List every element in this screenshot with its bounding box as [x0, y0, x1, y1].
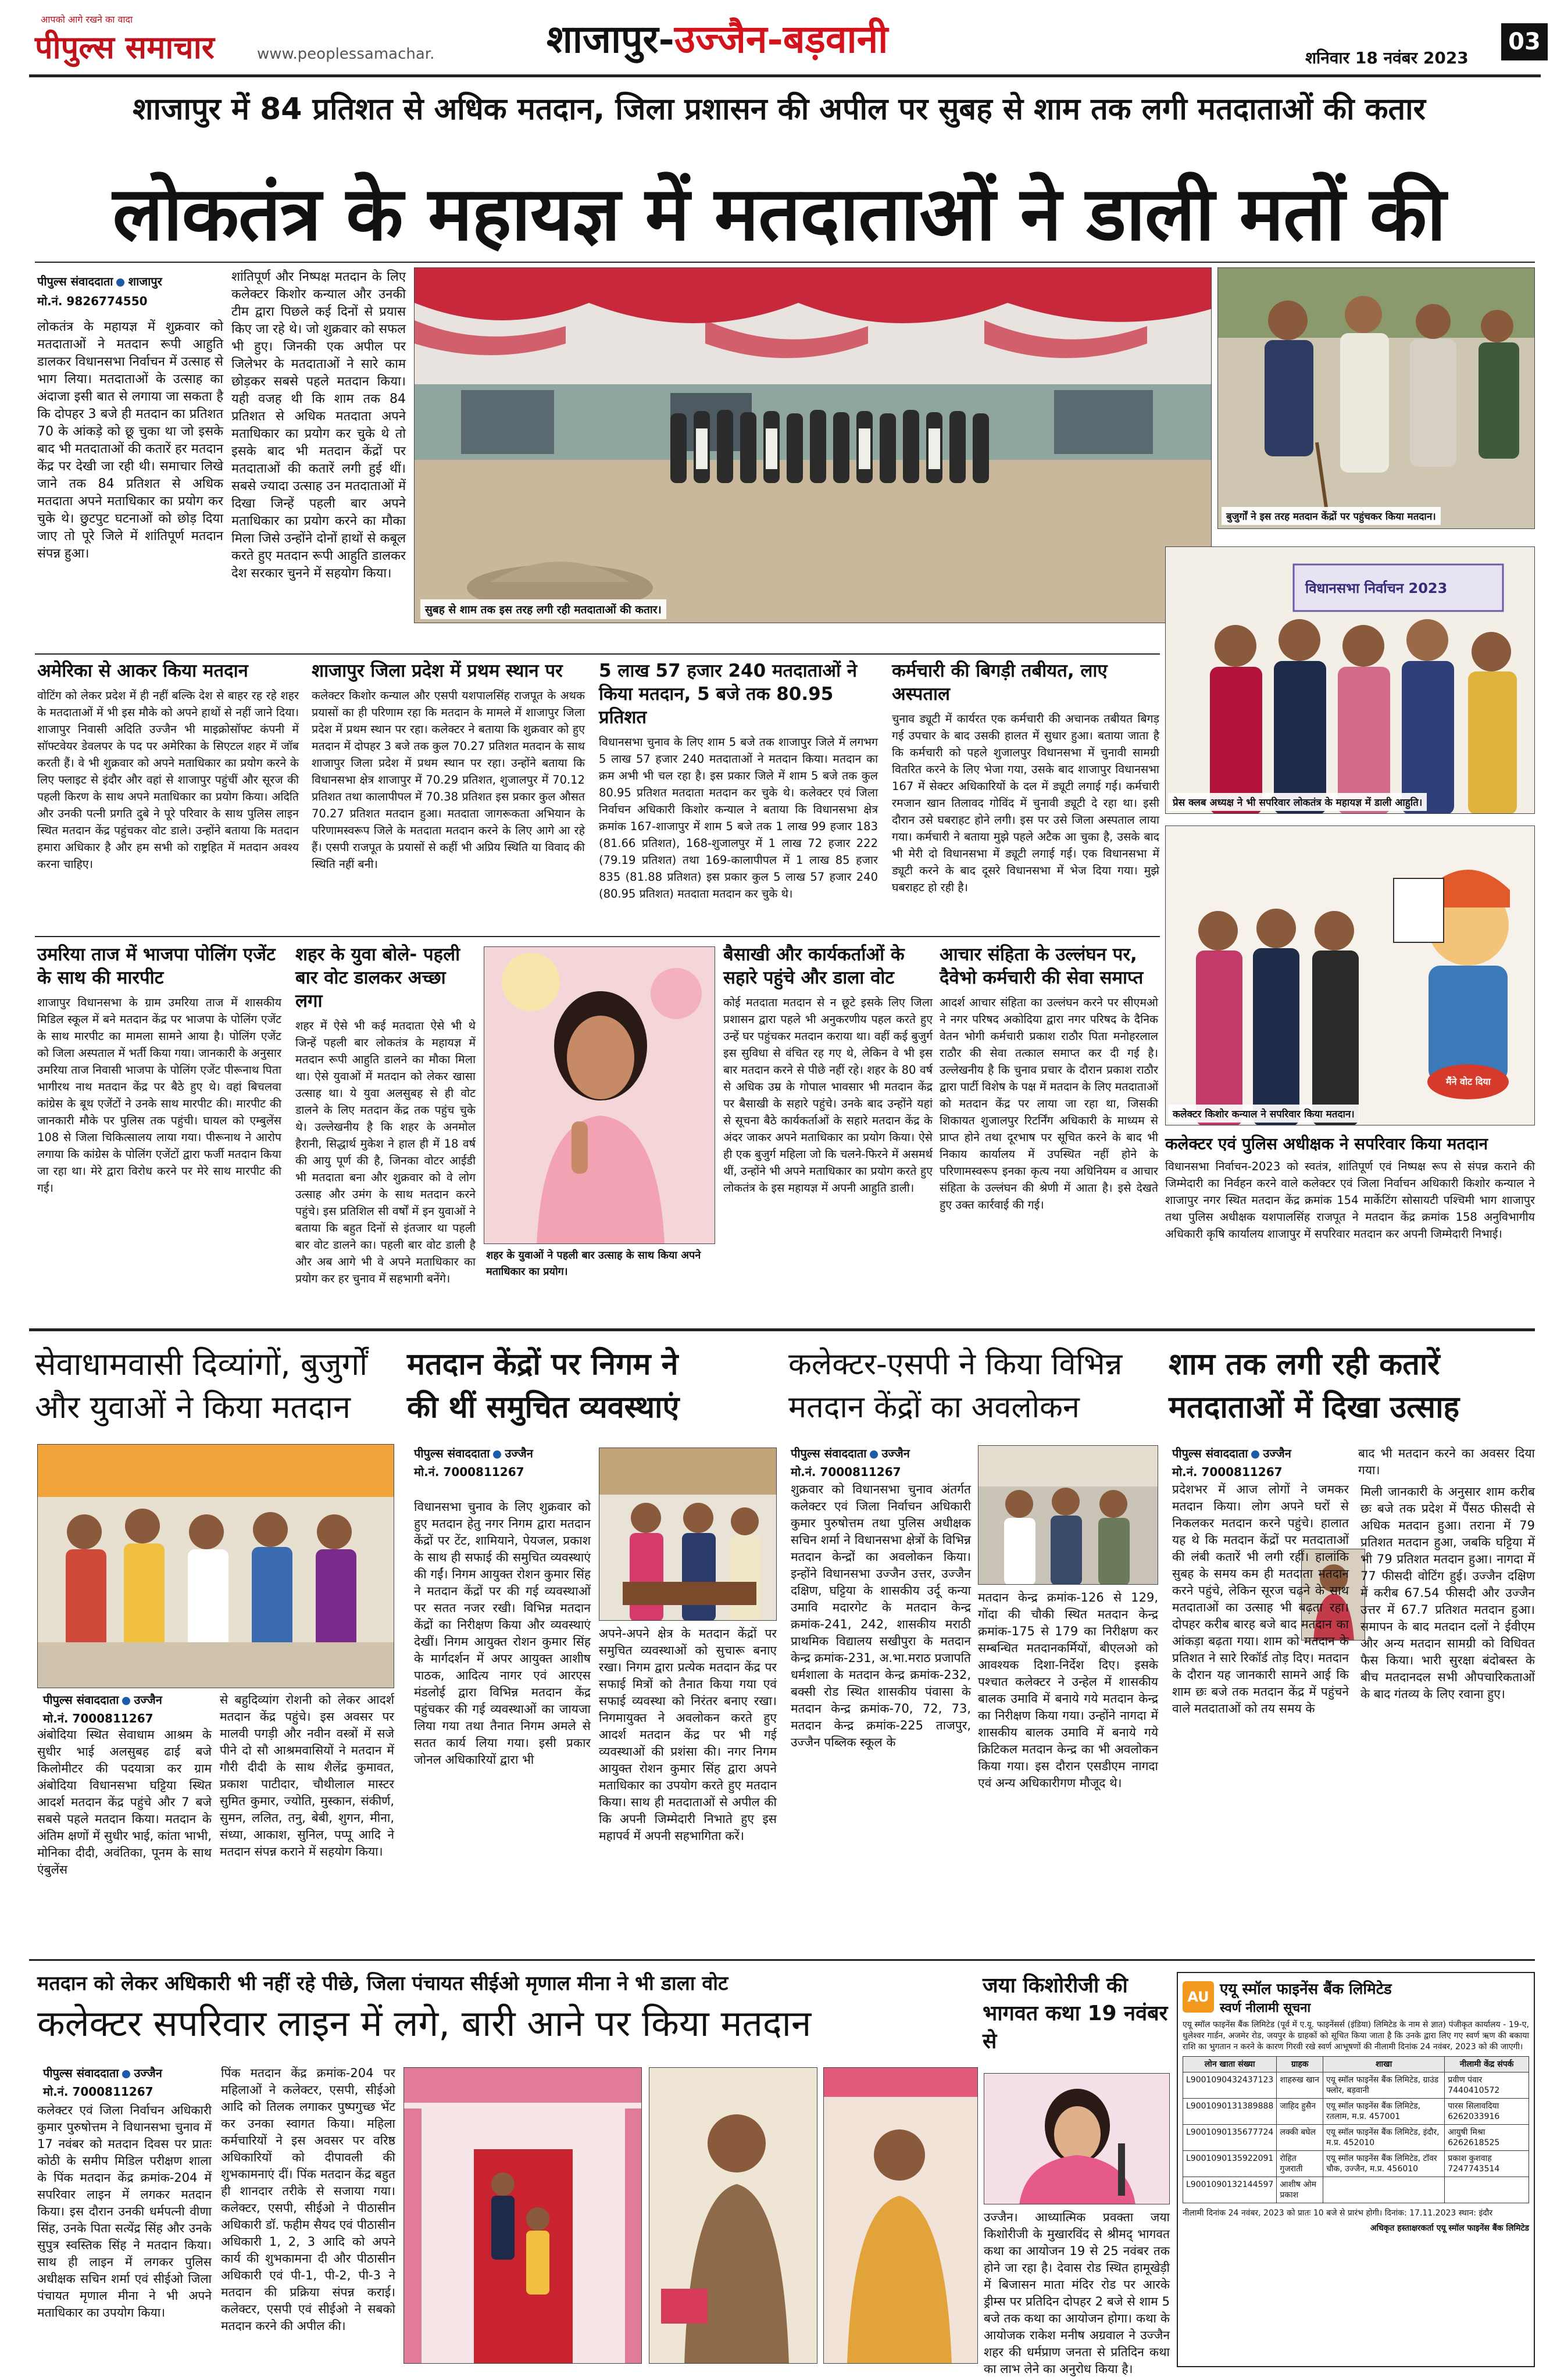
nigam-text-2: अपने-अपने क्षेत्र के मतदान केंद्रों पर समुचित व्यवस्थाओं को सुचारू बनाए रखा। निगम द्वारा प्रत्येक मतदान केंद्र पर सफाई मित्रों को तैनात किया गया एवं सफाई व्यवस्था को निरंतर बनाए रखा। निगमायुक्त ने अवलोकन करते हुए आदर्श मतदान केंद्र पर भी गई व्यवस्थाओं की प्रशंसा की। नगर निगम आयुक्त रोशन कुमार सिंह द्वारा अपने मताधिकार का उपयोग करते हुए मतदान किया। साथ ही मतदाताओं से अपील की कि अपनी जिम्मेदारी निभाते हुए इस महापर्व में अपनी सहभागिता करें।	[599, 1627, 777, 1843]
lead-column-2: शांतिपूर्ण और निष्पक्ष मतदान के लिए कलेक्टर किशोर कन्याल और उनकी टीम द्वारा पिछले कई दिनों से प्रयास किए जा रहे थे। जो शुक्रवार को सफल भी हुए। जिनकी एक अपील पर जिलेभर के मतदाताओं ने सारे काम छोड़कर सबसे पहले मतदान किया। यही वजह थी कि शाम तक 84 प्रतिशत से अधिक मतदाता अपने मताधिकार का प्रयोग कर चुके थे तो इसके बाद भी मतदान केंद्रों पर मतदाताओं की कतारें लगी हुई थीं। सबसे ज्यादा उत्साह उन मतदाताओं में दिखा जिन्हें पहली बार अपने मताधिकार का प्रयोग करने का मौका मिला जिसे उन्होंने दोनों हाथों से कबूल करते हुए मतदान रूपी आहुति डालकर देश सरकार चुनने में सहयोग किया।	[231, 270, 406, 581]
story-crutch-voter-head: बैसाखी और कार्यकर्ताओं के सहारे पहुंचे और डाला वोट	[723, 944, 905, 988]
story-collector-sp-inspection	[788, 1343, 1160, 1429]
bottom-byline-place: उज्जैन	[134, 2066, 162, 2080]
notice-signature: अधिकृत हस्ताक्षरकर्ता एयू स्मॉल फाइनेंस बैंक लिमिटेड	[1370, 2224, 1529, 2233]
bottom-byline-name: पीपुल्स संवाददाता	[43, 2066, 119, 2080]
newspaper-logo: पीपुल्स समाचार	[35, 28, 215, 66]
row1-divider	[35, 653, 1160, 655]
jaya-kishori-illustration	[984, 2074, 1170, 2204]
story-shajapur-first	[312, 659, 585, 873]
customer-name: रोहित गुजराती	[1277, 2151, 1323, 2177]
lead-column-1: लोकतंत्र के महायज्ञ में शुक्रवार को मतदाताओं ने मतदान रूपी आहुति डालकर विधानसभा निर्वाचन में उत्साह से भाग लिया। मतदाताओं के उत्साह का अंदाजा इसी बात से लगाया जा सकता है कि दोपहर 3 बजे ही मतदान का प्रतिशत 70 के आंकड़े को छू चुका था जो इसके बाद भी मतदाताओं की कतारें हर मतदान केंद्र पर देखी जा रही थी। समाचार लिखे जाने तक 84 प्रतिशत से अधिक मतदाता अपने मताधिकार का प्रयोग कर चुके थे। छुटपुट घटनाओं को छोड़ दिया जाए तो पूरे जिले में शांतिपूर्ण मतदान संपन्न हुआ।	[37, 320, 223, 561]
photo-elderly-voters-caption: बुजुर्गों ने इस तरह मतदान केंद्रों पर पहुंचकर किया मतदान।	[1222, 507, 1441, 525]
notice-col-contact: नीलामी केंद्र संपर्क	[1445, 2057, 1529, 2072]
photo-officials-vote	[823, 2067, 978, 2364]
nigam-illustration	[599, 1448, 777, 1621]
bank-name: एयू स्मॉल फाइनेंस बैंक लिमिटेड	[1220, 1981, 1392, 1998]
notice-table-header	[1183, 2057, 1529, 2072]
bottom-headline: कलेक्टर सपरिवार लाइन में लगे, बारी आने पर किया मतदान	[37, 2002, 812, 2045]
byline-dot-icon	[116, 278, 124, 287]
contact-person: आयुषी मिश्रा 6262618525	[1445, 2125, 1529, 2151]
branch-address: एयू स्मॉल फाइनेंस बैंक लिमिटेड, रतलाम, म.प्र. 457001	[1323, 2099, 1445, 2125]
notice-subtitle: स्वर्ण नीलामी सूचना	[1220, 2001, 1311, 2016]
notice-intro: एयू स्मॉल फाइनेंस बैंक लिमिटेड (पूर्व में ए.यू. फाइनेंसर्स (इंडिया) लिमिटेड के नाम से ज्ञात) पंजीकृत कार्यालय - 19-ए, धुलेश्वर गार्डन, अजमेर रोड, जयपुर के ग्राहकों को सूचित किया जाता है कि उनके द्वारा लिए गए स्वर्ण ऋण की बकाया राशि का भुगतान न करने के कारण गिरवी रखे स्वर्ण आभूषणों की नीलामी दिनांक 24 नवंबर, 2023 को की जाएगी।	[1183, 2020, 1529, 2052]
bottom-text-1: कलेक्टर एवं जिला निर्वाचन अधिकारी कुमार पुरुषोत्तम ने विधानसभा चुनाव में 17 नवंबर को मतदान दिवस पर प्रातः कोठी के समीप मिडिल परीक्षण शाला के पिंक मतदान केंद्र क्रमांक-204 में सपरिवार लाइन में लगकर मतदान किया। इस दौरान उनकी धर्मपत्नी वीणा सिंह, उनके पिता सत्येंद्र सिंह और उनके सुपुत्र स्वस्तिक सिंह ने मतदान किया। साथ ही लाइन में लगकर पुलिस अधीक्षक सचिन शर्मा एवं सीईओ जिला पंचायत मृणाल मीना ने भी अपने मताधिकार का उपयोग किया।	[37, 2103, 212, 2320]
photo-inspection	[978, 1445, 1158, 1585]
nigam-text-1: विधानसभा चुनाव के लिए शुक्रवार को हुए मतदान हेतु नगर निगम द्वारा मतदान केंद्रों पर टेंट, शामियाने, पेयजल, प्रकाश के साथ ही सफाई की समुचित व्यवस्थाएं की गईं। निगम आयुक्त रोशन कुमार सिंह ने मतदान केंद्रों पर की गई व्यवस्थाओं पर सतत नजर रखी। विभिन्न मतदान केंद्रों का निरीक्षण किया और व्यवस्थाएं देखीं। निगम आयुक्त रोशन कुमार सिंह के मार्गदर्शन में अपर आयुक्त आशीष पाठक, आदित्य नागर एवं आरएस मंडलोई द्वारा विभिन्न मतदान केंद्र पहुंचकर की गई व्यवस्थाओं का जायजा लिया गया तथा तैनात निगम अमले से सतत कार्य लिया गया। इसी प्रकार जोनल अधिकारियों द्वारा भी	[414, 1500, 591, 1767]
lead-byline	[37, 273, 162, 289]
queues-byline-name: पीपुल्स संवाददाता	[1172, 1446, 1248, 1460]
sevadham-byline	[43, 1692, 162, 1707]
sevadham-text-1: अंबोदिया स्थित सेवाधाम आश्रम के सुधीर भाई अलसुबह ढाई बजे किलोमीटर की पदयात्रा कर ग्राम अंबोदिया विधानसभा घट्टिया स्थित आदर्श मतदान केंद्र पहुंचे और 7 बजे सबसे पहले मतदान किया। मतदान के अंतिम क्षणों में सुधीर भाई, कांता भाभी, मोनिका दीदी, अवंतिका, पूनम के साथ एंबुलेंस	[37, 1728, 212, 1877]
table-row	[1183, 2177, 1529, 2203]
story-first-time-youth	[295, 943, 476, 1287]
story-nigam-arrangements	[407, 1343, 779, 1429]
story-crutch-voter	[723, 943, 933, 1196]
contact-person: प्रवीण पंवार 7440410572	[1445, 2072, 1529, 2099]
story-sevadham	[35, 1343, 395, 1429]
bank-logo-icon: AU	[1183, 1981, 1214, 2013]
story-code-violation	[940, 943, 1158, 1213]
queues-byline	[1172, 1445, 1291, 1461]
photo-press-club-family	[1165, 546, 1535, 814]
loan-number: L9001090135677724	[1183, 2125, 1277, 2151]
notice-col-customer: ग्राहक	[1277, 2057, 1323, 2072]
notice-footer: नीलामी दिनांक 24 नवंबर, 2023 को प्रातः 10 बजे से प्रारंभ होगी। दिनांक: 17.11.2023 स्थान: इंदौर	[1183, 2209, 1493, 2218]
notice-table	[1183, 2056, 1529, 2203]
story-nigam-head-b: की थीं समुचित व्यवस्थाएं	[407, 1389, 680, 1425]
page-number: 03	[1501, 23, 1548, 60]
notice-col-branch: शाखा	[1323, 2057, 1445, 2072]
sevadham-byline-dot-icon	[122, 1697, 130, 1705]
issue-date: शनिवार 18 नवंबर 2023	[1305, 48, 1469, 67]
row2-divider	[35, 936, 1160, 937]
photo-pink-booth	[403, 2067, 642, 2364]
lead-headline: लोकतंत्र के महायज्ञ में मतदाताओं ने डाली मतों की	[112, 170, 1446, 258]
story-sevadham-head-b: और युवाओं ने किया मतदान	[35, 1389, 351, 1425]
inspection-text-2: मतदान केन्द्र क्रमांक-126 से 129, गोंदा की चौकी स्थित मतदान केन्द्र क्रमांक-175 से 179 का निरीक्षण कर सम्बन्धित मतदानकर्मियों, बीएलओ को आवश्यक दिशा-निर्देश दिए। इसके पश्चात कलेक्टर ने उन्हेल में शासकीय बालक उमावि में बनाये गये मतदान केन्द्र का निरीक्षण किया गया। उन्होंने नागदा में शासकीय बालक उमावि में बनाये गये क्रिटिकल मतदान केन्द्र का भी अवलोकन किया गया। इस दौरान एसडीएम नागदा एवं अन्य अधिकारीगण मौजूद थे।	[978, 1591, 1158, 1790]
lead-kicker: शाजापुर में 84 प्रतिशत से अधिक मतदान, जिला प्रशासन की अपील पर सुबह से शाम तक लगी मतदाताओं की कतार	[133, 92, 1426, 127]
story-umaria-taj-text: शाजापुर विधानसभा के ग्राम उमरिया ताज में शासकीय मिडिल स्कूल में बने मतदान केंद्र पर भाजपा के पोलिंग एजेंट के साथ मारपीट का मामला सामने आया है। पोलिंग एजेंट को जिला अस्पताल में भर्ती किया गया। जानकारी के अनुसार उमरिया ताज निवासी भाजपा के पोलिंग एजेंट पीरूनाथ पिता भागीरथ नाथ मतदान केंद्र पर बैठे हुए थे। वहां बिचलवा कांग्रेस के बूथ एजेंटों ने उनके साथ मारपीट की। मारपीट की जानकारी मौके पर पुलिस तक पहुंची। घायल को एम्बुलेंस 108 से जिला चिकित्सालय लाया गया। पीरूनाथ ने आरोप लगाया कि कांग्रेस के पोलिंग एजेंटों द्वारा फर्जी मतदान किया जा रहा था। मेरे द्वारा विरोध करने पर मेरे साथ मारपीट की गई।	[37, 996, 281, 1195]
inspection-mobile: मो.नं. 7000811267	[791, 1465, 901, 1479]
byline-place: शाजापुर	[128, 274, 162, 288]
collector-line-illustration	[649, 2068, 817, 2364]
queues-byline-place: उज्जैन	[1263, 1446, 1291, 1460]
officials-vote-illustration	[824, 2068, 978, 2364]
sevadham-text-2: से बहुदिव्यांग रोशनी को लेकर आदर्श मतदान केंद्र पहुंचे। इस अवसर पर मालवी पगड़ी और नवीन वस्त्रों में सजे पीने दो सौ आश्रमवासियों ने मतदान में गौरी दीदी के साथ शैलेंद्र कुमावत, प्रकाश पाटीदार, चौथीलाल मास्टर सुमित कुमार, ज्योति, मुस्कान, संकीर्ण, सुमन, ललित, तनु, बेबी, शुगन, मीना, संध्या, आकाश, सुनिल, पप्पू आदि ने मतदान संपन्न कराने में सहयोग किया।	[220, 1693, 394, 1859]
customer-name: आशीष ओम प्रकाश	[1277, 2177, 1323, 2203]
inspection-text-1: शुक्रवार को विधानसभा चुनाव अंतर्गत कलेक्टर एवं जिला निर्वाचन अधिकारी कुमार पुरुषोत्तम तथा पुलिस अधीक्षक सचिन शर्मा ने विधानसभा क्षेत्रों के विभिन्न मतदान केन्द्रों का अवलोकन किया। इन्होंने विधानसभा उज्जैन उत्तर, उज्जैन दक्षिण, घट्टिया के शासकीय उर्दू कन्या उमावि मदारगेट के मतदान केन्द्र क्रमांक-241, 242, शासकीय मराठी प्राथमिक विद्यालय सखीपुरा के मतदान केन्द्र क्रमांक-231, अ.भा.मराठ प्रजापति धर्मशाला के मतदान केन्द्र क्रमांक-232, बक्सी रोड स्थित शासकीय पंवासा के मतदान केन्द्र क्रमांक-70, 72, 73, मतदान केन्द्र क्रमांक-225 ताजपुर, उज्जैन पब्लिक स्कूल के	[791, 1482, 971, 1749]
story-code-violation-text: आदर्श आचार संहिता का उल्लंघन करने पर सीएमओ ने नगर परिषद अकोदिया द्वारा नगर परिषद के दैनिक वेतन भोगी कर्मचारी प्रकाश राठौर पिता मनोहरलाल राठौर की सेवा तत्काल समाप्त कर दी गई है। उल्लेखनीय है कि चुनाव प्रचार के दौरान प्रकाश राठौर द्वारा पार्टी विशेष के पक्ष में मतदान के लिए मतदाताओं को मतदान केंद्र पर लाया जा रहा था, जिसकी शिकायत शुजालपुर रिटर्निंग अधिकारी के माध्यम से प्राप्त होने तथा दूरभाष पर सूचित करने के बाद भी निकाय कार्यालय में उपस्थित नहीं होने के परिणामस्वरूप इनका कृत्य नया अधिनियम व आचार संहिता के उल्लंघन की श्रेणी में आता है। इसे देखते हुए उक्त कार्रवाई की गई।	[940, 996, 1158, 1212]
story-employee-health	[892, 659, 1159, 896]
bank-auction-notice	[1177, 1972, 1535, 2367]
contact-person: पारस सिलावदिया 6262033916	[1445, 2099, 1529, 2125]
nigam-mobile: मो.नं. 7000811267	[414, 1465, 524, 1479]
elderly-voters-illustration	[1218, 268, 1535, 529]
story-america-voter-head: अमेरिका से आकर किया मतदान	[37, 660, 248, 681]
branch-address: एयू स्मॉल फाइनेंस बैंक लिमिटेड, इंदौर, म.प्र. 452010	[1323, 2125, 1445, 2151]
nigam-byline	[414, 1445, 533, 1461]
contact-person	[1445, 2177, 1529, 2203]
bottom-text-2: पिंक मतदान केंद्र क्रमांक-204 पर महिलाओं ने कलेक्टर, एसपी, सीईओ आदि को तिलक लगाकर पुष्पगुच्छ भेंट कर उनका स्वागत किया। महिला कर्मचारियों ने इस अवसर पर वरिष्ठ अधिकारियों को दीपावली की शुभकामनाएं दीं। पिंक मतदान केंद्र बहुत ही शानदार तरीके से सजाया गया। कलेक्टर, एसपी, सीईओ ने पीठासीन अधिकारी डॉ. फहीम सैयद एवं पीठासीन अधिकारी 1, 2, 3 आदि को अपने कार्य की शुभकामना दी और पीठासीन अधिकारी एवं पी-1, पी-2, पी-3 ने मतदान की प्रक्रिया संपन्न कराई। कलेक्टर, एसपी एवं सीईओ ने सबको मतदान करने की अपील की।	[221, 2066, 395, 2333]
photo-nigam	[599, 1448, 777, 1621]
queues-text-2: मिली जानकारी के अनुसार शाम करीब छः बजे तक प्रदेश में पैंसठ फीसदी से अधिक मतदान हुआ। तराना में 79 प्रतिशत मतदान हुआ, जबकि घट्टिया में भी 79 प्रतिशत मतदान हुआ। नागदा में 77 फीसदी वोटिंग हुई। उज्जैन दक्षिण में करीब 67.54 फीसदी और उज्जैन उत्तर में 67.7 प्रतिशत मतदान हुआ। समापन के बाद मतदान दलों ने ईवीएम और अन्य मतदान सामग्री को विधिवत फैस किया। भारी सुरक्षा बंदोबस्त के बीच मतदानदल सभी औपचारिकताओं के बाद गंतव्य के लिए रवाना हुए।	[1360, 1485, 1535, 1701]
bottom-byline-dot-icon	[122, 2070, 130, 2078]
table-row	[1183, 2151, 1529, 2177]
story-voter-count	[599, 659, 878, 902]
story-first-time-youth-text: शहर में ऐसे भी कई मतदाता ऐसे भी थे जिन्हें पहली बार लोकतंत्र के महायज्ञ में मतदान रूपी आहुति डालने का मौका मिला था। ऐसे युवाओं में मतदान को लेकर खासा उत्साह था। ये युवा अलसुबह से ही वोट डालने के लिए मतदान केंद्र तक पहुंच चुके थे। उल्लेखनीय है कि शहर के अनमोल हैरानी, सिद्धार्थ मुकेश ने हाल ही में 18 वर्ष की आयु पूर्ण की है, जिनका वोटर आईडी भी मतदाता बना और शुक्रवार को वे लोग उत्साह और उमंग के साथ मतदान करने पहुंचे। इस प्रतिशिल सी वर्षों में इन युवाओं ने बताया कि बहुत दिनों से इंतजार था पहली बार वोट डालने का। पहली बार वोट डाली है और अब आगे भी वे अपने मताधिकार का प्रयोग कर हर चुनाव में सहभागी बनेंगे।	[295, 1019, 476, 1285]
photo-collector-caption: कलेक्टर किशोर कन्याल ने सपरिवार किया मतदान।	[1168, 1105, 1359, 1123]
story-america-voter-text: वोटिंग को लेकर प्रदेश में ही नहीं बल्कि देश से बाहर रह रहे शहर के मतदाताओं में भी इस मौके को अपने हाथों से नहीं जाने दिया। शाजापुर निवासी अदिति उज्जैन भी माइक्रोसॉफ्ट कंपनी में सॉफ्टवेयर डेवलपर के पद पर अमेरिका के सिएटल शहर में जॉब करती हैं। वे भी शुक्रवार को अपने मताधिकार का प्रयोग करने के लिए फ्लाइट से इंदौर और वहां से शाजापुर पहुंचीं और सूरज की पहली किरण के साथ अपने मताधिकार का प्रयोग किया। अदिति और उनकी पत्नी प्रगति दुबे ने पूरे परिवार के साथ पुलिस लाइन स्थित मतदान केंद्र पहुंचकर वोट डाले। उन्होंने बताया कि मतदान हमारा अधिकार है और हम सभी को राष्ट्रहित में मतदान अवश्य करना चाहिए।	[37, 689, 299, 871]
story-shajapur-first-head: शाजापुर जिला प्रदेश में प्रथम स्थान पर	[312, 660, 563, 681]
branch-address: एयू स्मॉल फाइनेंस बैंक लिमिटेड, ग्राउंड फ्लोर, बड़वानी	[1323, 2072, 1445, 2099]
queues-text-1: प्रदेशभर में आज लोगों ने जमकर मतदान किया। लोग अपने घरों से निकलकर मतदान करने पहुंचे। हालात यह थे कि मतदान केंद्रों पर मतदाताओं की लंबी कतारें भी लगी रहीं। हालांकि सुबह के समय कम ही मतदाता मतदान करने पहुंचे, लेकिन सूरज चढ़ने के साथ मतदाताओं का उत्साह भी बढ़ता रहा। दोपहर करीब बारह बजे बाद मतदान का आंकड़ा बढ़ता गया। शाम को मतदान के प्रतिशत ने सारे रिकॉर्ड तोड़ दिए। मतदान के दौरान यह जानकारी सामने आई कि शाम छः बजे तक मतदान केंद्र में पहुंचने वाले मतदाताओं को तय समय के	[1172, 1482, 1349, 1716]
story-inspection-head-b: मतदान केंद्रों का अवलोकन	[788, 1390, 1080, 1425]
story-umaria-taj	[37, 943, 281, 1196]
customer-name: जाहिद हुसैन	[1277, 2099, 1323, 2125]
branch-address: एयू स्मॉल फाइनेंस बैंक लिमिटेड, टॉवर चौक, उज्जैन, म.प्र. 456010	[1323, 2151, 1445, 2177]
table-row	[1183, 2099, 1529, 2125]
story-evening-queues	[1169, 1343, 1541, 1429]
section-title-part1: शाजापुर-	[547, 16, 674, 62]
masthead-tagline: आपको आगे रखने का वादा	[41, 14, 133, 25]
notice-col-loan: लोन खाता संख्या	[1183, 2057, 1277, 2072]
bottom-mobile: मो.नं. 7000811267	[43, 2085, 153, 2099]
masthead-divider	[29, 74, 1541, 77]
mascot-sign-text: मैंने वोट दिया	[1446, 1076, 1491, 1087]
bottom-kicker: मतदान को लेकर अधिकारी भी नहीं रहे पीछे, जिला पंचायत सीईओ मृणाल मीना ने भी डाला वोट	[37, 1972, 728, 1995]
sevadham-mobile: मो.नं. 7000811267	[43, 1711, 153, 1725]
queues-mobile: मो.नं. 7000811267	[1172, 1465, 1283, 1479]
story-code-violation-head: आचार संहिता के उल्लंघन पर, दैवेभो कर्मचारी की सेवा समाप्त	[940, 944, 1144, 988]
loan-number: L9001090131389888	[1183, 2099, 1277, 2125]
inspection-byline-place: उज्जैन	[881, 1446, 910, 1460]
story-voter-count-head: 5 लाख 57 हजार 240 मतदाताओं ने किया मतदान, 5 बजे तक 80.95 प्रतिशत	[599, 660, 858, 728]
inspection-byline-name: पीपुल्स संवाददाता	[791, 1446, 867, 1460]
loan-number: L9001090135922091	[1183, 2151, 1277, 2177]
byline-name: पीपुल्स संवाददाता	[37, 274, 113, 288]
ujjain-row-divider	[29, 1959, 1535, 1961]
jaya-kishori-head: जया किशोरीजी की भागवत कथा 19 नवंबर से	[983, 1974, 1168, 2053]
lead-mobile: मो.नं. 9826774550	[37, 294, 148, 308]
collector-sp-vote-box	[1165, 1134, 1535, 1242]
story-first-time-youth-head: शहर के युवा बोले- पहली बार वोट डालकर अच्छा लगा	[295, 944, 460, 1012]
story-employee-health-text: चुनाव ड्यूटी में कार्यरत एक कर्मचारी की अचानक तबीयत बिगड़ गई उपचार के बाद उसकी हालत में सुधार हुआ। बताया जाता है कि कर्मचारी को पहले शुजालपुर विधानसभा में चुनावी सामग्री वितरित करने के लिए भेजा गया, उसके बाद शाजापुर विधानसभा 167 में सेक्टर अधिकारियों के दल में ड्यूटी लगाई गई। कर्मचारी रमजान खान तिलावद गोविंद में चुनावी ड्यूटी दे रहा था। इसी दौरान उसे घबराहट होने लगी। इस पर उसे जिला अस्पताल लाया गया। कर्मचारी ने बताया मुझे पहले अटैक आ चुका है, उसके बाद भी मेरी दो विधानसभा में ड्यूटी लगाई गई। एक विधानसभा में ड्यूटी करने के बाद दूसरे विधानसभा में भेज दिया गया। मुझे घबराहट हो रही है।	[892, 712, 1159, 894]
shajapur-section-end	[29, 1328, 1535, 1331]
photo-voter-queue-caption: सुबह से शाम तक इस तरह लगी रही मतदाताओं की कतार।	[420, 599, 666, 619]
bottom-byline	[43, 2065, 162, 2081]
table-row	[1183, 2072, 1529, 2099]
story-employee-health-head: कर्मचारी की बिगड़ी तबीयत, लाए अस्पताल	[892, 660, 1108, 705]
photo-collector-line	[649, 2067, 817, 2364]
sevadham-byline-place: उज्जैन	[134, 1693, 162, 1707]
story-shajapur-first-text: कलेक्टर किशोर कन्याल और एसपी यशपालसिंह राजपूत के अथक प्रयासों का ही परिणाम रहा कि मतदान के मामले में शाजापुर जिला प्रदेश में प्रथम स्थान पर रहा। कलेक्टर ने बताया कि शुक्रवार को हुए मतदान में दोपहर 3 बजे तक कुल 70.27 प्रतिशत मतदान के साथ शाजापुर जिला प्रदेश में प्रथम स्थान पर रहा। उन्होंने बताया कि विधानसभा क्षेत्र शाजापुर में 70.29 प्रतिशत, शुजालपुर में 70.12 प्रतिशत तथा कालापीपल में 70.38 प्रतिशत इस प्रकार कुल औसत 70.27 प्रतिशत मतदान हुआ। मतदाता जागरूकता अभियान के परिणामस्वरूप जिले के मतदाता मतदान करने के लिए आगे आ रहे हैं। एसपी राजपूत के प्रयासों से कहीं भी अप्रिय स्थिति या विवाद की स्थिति नहीं बनी।	[312, 689, 585, 871]
masthead	[0, 0, 1557, 76]
photo-collector-family	[1165, 826, 1535, 1125]
photo-jaya-kishori	[984, 2073, 1170, 2204]
nigam-byline-name: पीपुल्स संवाददाता	[414, 1446, 490, 1460]
website-url[interactable]: www.peoplessamachar.	[257, 45, 435, 63]
story-inspection-head-a: कलेक्टर-एसपी ने किया विभिन्न	[788, 1347, 1123, 1382]
jaya-kishori-text: उज्जैन। आध्यात्मिक प्रवक्ता जया किशोरीजी के मुखारविंद से श्रीमद् भागवत कथा का आयोजन 19 से 25 नवंबर तक होने जा रहा है। देवास रोड स्थित हामूखेड़ी में बिजासन माता मंदिर रोड पर आरके ड्रीम्स पर प्रतिदिन दोपहर 2 बजे से शाम 5 बजे तक कथा का आयोजन होगा। कथा के आयोजक राकेश मनीष अग्रवाल ने उज्जैन शहर की धर्मप्राण जनता से प्रतिदिन कथा का लाभ लेने का अनुरोध किया है।	[984, 2210, 1170, 2376]
branch-address	[1323, 2177, 1445, 2203]
sevadham-illustration	[38, 1445, 394, 1688]
story-nigam-head-a: मतदान केंद्रों पर निगम ने	[407, 1346, 678, 1382]
photo-sevadham	[37, 1444, 394, 1688]
story-crutch-voter-text: कोई मतदाता मतदान से न छूटे इसके लिए जिला प्रशासन द्वारा पहले भी अनुकरणीय पहल करते हुए उन्हें घर पहुंचकर मतदान कराया था। वहीं कई बुजुर्ग इस सुविधा से वंचित रह गए थे, लेकिन वे भी इस बार मतदान करने से पीछे नहीं रहे। शहर के 80 वर्ष से अधिक उम्र के गोपाल भावसार भी मतदान केंद्र पर बैसाखी के सहारे पहुंचे। उनके बाद उन्होंने यहां से सूचना बैठे कार्यकर्ताओं के सहारे मतदान केंद्र के अंदर जाकर अपने मताधिकार का प्रयोग किया। ऐसे ही एक बुजुर्ग महिला जो कि चलने-फिरने में असमर्थ थीं, उन्होंने भी अपने मताधिकार का प्रयोग करते हुए लोकतंत्र के इस महायज्ञ में अपनी आहुति डाली।	[723, 996, 933, 1195]
nigam-byline-place: उज्जैन	[505, 1446, 533, 1460]
sevadham-byline-name: पीपुल्स संवाददाता	[43, 1693, 119, 1707]
inspection-byline-dot-icon	[870, 1450, 878, 1459]
collector-sp-vote-head: कलेक्टर एवं पुलिस अधीक्षक ने सपरिवार किया मतदान	[1165, 1134, 1488, 1153]
story-queues-head-a: शाम तक लगी रही कतारें	[1169, 1346, 1440, 1382]
loan-number: L9001090432437123	[1183, 2072, 1277, 2099]
story-voter-count-text: विधानसभा चुनाव के लिए शाम 5 बजे तक शाजापुर जिले में लगभग 5 लाख 57 हजार 240 मतदाताओं ने मतदान किया। मतदान का क्रम अभी भी चल रहा है। इस प्रकार जिले में शाम 5 बजे तक कुल 80.95 प्रतिशत मतदाता मतदान कर चुके थे। कलेक्टर एवं जिला निर्वाचन अधिकारी किशोर कन्याल ने बताया कि विधानसभा क्षेत्र क्रमांक 167-शाजापुर में शाम 5 बजे तक 1 लाख 99 हजार 183 (81.66 प्रतिशत), 168-शुजालपुर में 1 लाख 72 हजार 222 (79.19 प्रतिशत) तथा 169-कालापीपल में 1 लाख 85 हजार 835 (81.88 प्रतिशत) इस प्रकार कुल 5 लाख 57 हजार 240 (80.95 प्रतिशत) मतदाता मतदान कर चुके थे।	[599, 735, 878, 900]
queues-text-0: बाद भी मतदान करने का अवसर दिया गया।	[1358, 1446, 1535, 1477]
young-voter-illustration	[484, 947, 715, 1244]
photo-elderly-voters	[1217, 267, 1535, 529]
story-queues-head-b: मतदाताओं में दिखा उत्साह	[1169, 1389, 1460, 1425]
nigam-byline-dot-icon	[493, 1450, 501, 1459]
story-sevadham-head-a: सेवाधामवासी दिव्यांगों, बुजुर्गों	[35, 1346, 368, 1382]
customer-name: लक्की बघेल	[1277, 2125, 1323, 2151]
queues-byline-dot-icon	[1251, 1450, 1259, 1459]
pink-booth-illustration	[404, 2068, 642, 2364]
section-title-part2: उज्जैन-बड़वानी	[674, 16, 888, 62]
table-row	[1183, 2125, 1529, 2151]
voter-queue-illustration	[415, 268, 1212, 623]
loan-number: L9001090132144597	[1183, 2177, 1277, 2203]
story-umaria-taj-head: उमरिया ताज में भाजपा पोलिंग एजेंट के साथ की मारपीट	[37, 944, 276, 988]
story-jaya-kishori	[983, 1972, 1169, 2056]
contact-person: प्रकाश कुशवाह 7247743514	[1445, 2151, 1529, 2177]
inspection-illustration	[979, 1446, 1158, 1585]
customer-name: शाहरुख खान	[1277, 2072, 1323, 2099]
inspection-byline	[791, 1445, 910, 1461]
story-america-voter	[37, 659, 299, 873]
lead-divider	[35, 262, 1535, 263]
election-banner-text: विधानसभा निर्वाचन 2023	[1305, 580, 1448, 596]
photo-press-club-caption: प्रेस क्लब अध्यक्ष ने भी सपरिवार लोकतंत्र के महायज्ञ में डाली आहुति।	[1168, 793, 1427, 811]
young-voter-caption: शहर के युवाओं ने पहली बार उत्साह के साथ किया अपने मताधिकार का प्रयोग।	[486, 1249, 701, 1278]
collector-sp-vote-text: विधानसभा निर्वाचन-2023 को स्वतंत्र, शांतिपूर्ण एवं निष्पक्ष रूप से संपन्न कराने की जिम्मेदारी का निर्वहन करने वाले कलेक्टर एवं जिला निर्वाचन अधिकारी किशोर कन्याल ने शाजापुर नगर स्थित मतदान केंद्र क्रमांक 154 मार्केटिंग सोसायटी पश्चिमी भाग शाजापुर तथा पुलिस अधीक्षक यशपालसिंह राजपूत ने मतदान केंद्र क्रमांक 158 अनुविभागीय अधिकारी कृषि कार्यालय शाजापुर में सपरिवार मतदान कर अपनी जिम्मेदारी निभाई।	[1165, 1160, 1535, 1241]
photo-voter-queue	[414, 267, 1212, 623]
photo-young-voter	[484, 946, 715, 1244]
section-title	[547, 12, 888, 64]
